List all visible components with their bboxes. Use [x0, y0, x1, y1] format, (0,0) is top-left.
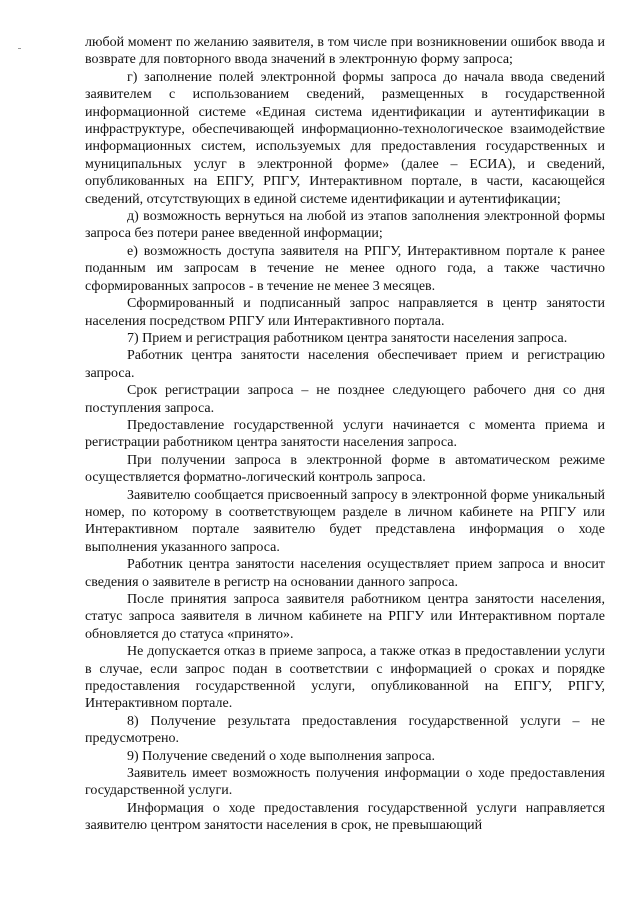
paragraph-format-control: При получении запроса в электронной форме в автоматическом режиме осуществляется форматно-логический контроль запроса.: [85, 452, 605, 486]
paragraph-section-7: 7) Прием и регистрация работником центра занятости населения запроса.: [127, 330, 568, 346]
paragraph-status-update: После принятия запроса заявителя работником центра занятости населения, статус запроса заявителя в личном кабинете на РПГУ или Интерактивном портале обновляется до статуса «принято».: [85, 592, 605, 642]
paragraph-service-start: Предоставление государственной услуги начинается с момента приема и регистрации работником центра занятости населения запроса.: [85, 417, 605, 451]
paragraph-unique-number: Заявителю сообщается присвоенный запросу в электронной форме уникальный номер, по которому в соответствующем разделе в личном кабинете на РПГУ или Интерактивном портале заявителю будет представлена информация о ходе выполнения указанного запроса.: [85, 487, 605, 555]
paragraph-item-e: е) возможность доступа заявителя на РПГУ, Интерактивном портале к ранее поданным им запросам в течение не менее одного года, а также частично сформированных запросов - в течение не менее 3 месяцев.: [85, 243, 605, 294]
paragraph-info-direction: Информация о ходе предоставления государственной услуги направляется заявителю центром занятости населения в срок, не превышающий: [85, 800, 605, 834]
paragraph-section-8: 8) Получение результата предоставления государственной услуги – не предусмотрено.: [85, 713, 605, 747]
paragraph-section-9: 9) Получение сведений о ходе выполнения запроса.: [127, 748, 435, 764]
paragraph-info-possibility: Заявитель имеет возможность получения информации о ходе предоставления государственной услуги.: [85, 766, 605, 799]
paragraph-item-g: г) заполнение полей электронной формы запроса до начала ввода сведений заявителем с использованием сведений, размещенных в государственной информационной системе «Единая система идентификации и аутентификации в инфраструктуре, обеспечивающей информационно-технологическое взаимодействие информационных систем, используемых для предоставления государственных и муниципальных услуг в электронной форме» (далее – ЕСИА), и сведений, опубликованных на ЕПГУ, РПГУ, Интерактивном портале, в части, касающейся сведений, отсутствующих в единой системе идентификации и аутентификации;: [85, 69, 605, 207]
paragraph-register: Работник центра занятости населения осуществляет прием запроса и вносит сведения о заявителе в регистр на основании данного запроса.: [85, 557, 605, 590]
paragraph-submission: Сформированный и подписанный запрос направляется в центр занятости населения посредством РПГУ или Интерактивного портала.: [85, 296, 605, 329]
paragraph-continuation: любой момент по желанию заявителя, в том числе при возникновении ошибок ввода и возврате для повторного ввода значений в электронную форму запроса;: [85, 35, 605, 68]
paragraph-item-d: д) возможность вернуться на любой из этапов заполнения электронной формы запроса без потери ранее введенной информации;: [85, 209, 605, 242]
paragraph-no-refusal: Не допускается отказ в приеме запроса, а также отказ в предоставлении услуги в случае, если запрос подан в соответствии с информацией о сроках и порядке предоставления государственной услуги, опубликованной на ЕПГУ, РПГУ, Интерактивном портале.: [85, 644, 605, 712]
paragraph-reception: Работник центра занятости населения обеспечивает прием и регистрацию запроса.: [85, 348, 605, 381]
paragraph-registration-deadline: Срок регистрации запроса – не позднее следующего рабочего дня со дня поступления запроса.: [85, 383, 605, 416]
scan-artifact: [18, 48, 21, 49]
document-page: [85, 34, 605, 835]
